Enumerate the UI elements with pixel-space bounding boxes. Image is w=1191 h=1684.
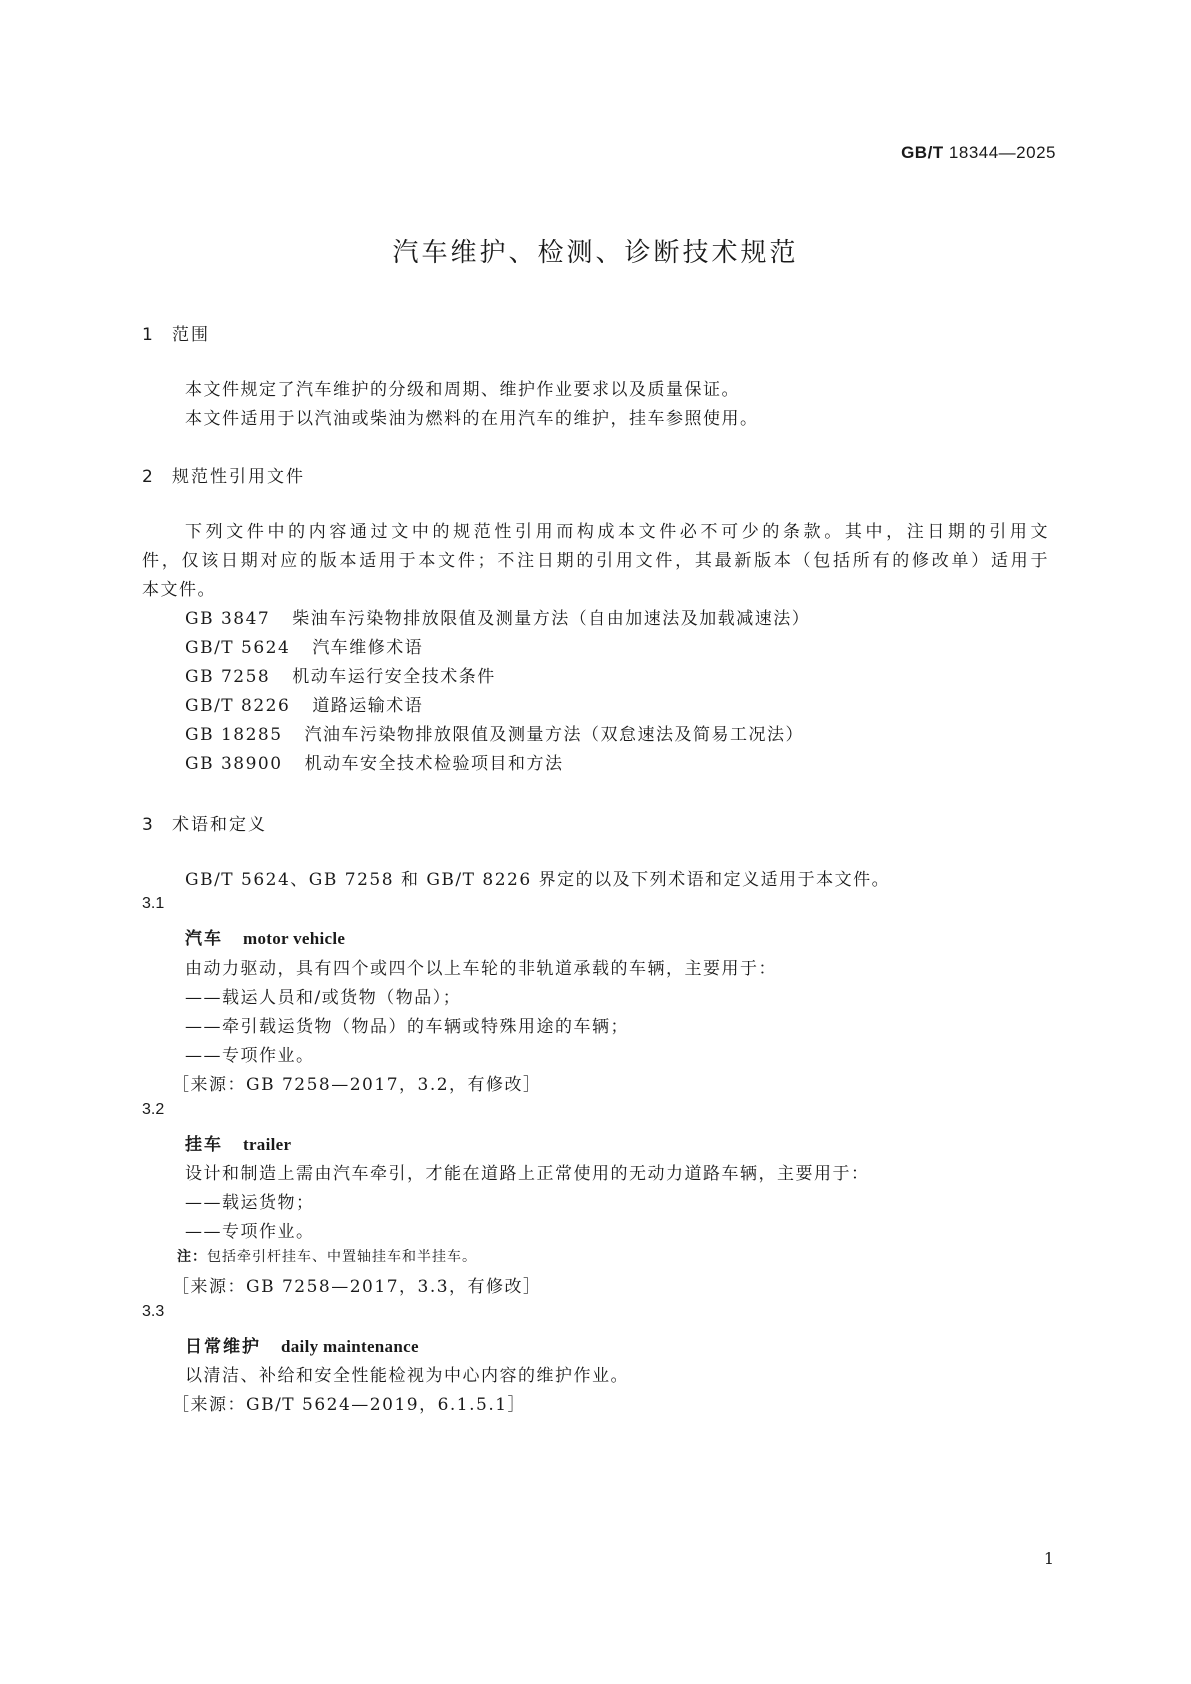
standard-code-number: 18344—2025 [948,143,1056,162]
section-heading-normative [142,462,305,487]
terms-intro: GB/T 5624、GB 7258 和 GB/T 8226 界定的以及下列术语和定义适用于本文件。 [185,870,891,890]
reference-title: 汽车维修术语 [312,638,424,658]
clause-number: 3.2 [142,1101,165,1118]
term-source: ［来源：GB 7258—2017，3.3，有修改］ [172,1277,542,1297]
scope-paragraph-1: 本文件规定了汽车维护的分级和周期、维护作业要求以及质量保证。 [185,380,740,400]
term-source: ［来源：GB/T 5624—2019，6.1.5.1］ [172,1395,527,1415]
term-source: ［来源：GB 7258—2017，3.2，有修改］ [172,1075,542,1095]
term-bullet: ——载运人员和/或货物（物品）； [185,988,462,1008]
term-definition: 以清洁、补给和安全性能检视为中心内容的维护作业。 [185,1366,629,1386]
term-english: daily maintenance [281,1337,419,1356]
term-heading [185,1130,291,1155]
note-label: 注： [177,1249,207,1265]
reference-item [185,691,423,716]
term-heading [185,924,345,949]
term-chinese: 日常维护 [185,1337,261,1357]
term-bullet: ——专项作业。 [185,1046,315,1066]
term-chinese: 汽车 [185,929,223,949]
section-title: 术语和定义 [172,815,267,835]
reference-item [185,720,804,745]
section-number: 2 [142,467,155,487]
normative-intro-line-1: 下列文件中的内容通过文中的规范性引用而构成本文件必不可少的条款。其中，注日期的引用文 [185,522,1049,542]
reference-title: 道路运输术语 [312,696,424,716]
term-english: trailer [243,1135,292,1154]
section-title: 规范性引用文件 [172,467,305,487]
standard-code [901,143,1056,163]
standard-code-prefix: GB/T [901,143,944,162]
reference-code: GB 7258 [185,667,271,687]
clause-number: 3.3 [142,1303,165,1320]
page-number: 1 [1043,1549,1054,1568]
term-bullet: ——载运货物； [185,1193,315,1213]
term-heading [185,1332,419,1357]
reference-code: GB/T 8226 [185,696,291,716]
reference-item [185,633,423,658]
reference-item [185,604,810,629]
reference-item [185,749,564,774]
term-bullet: ——牵引载运货物（物品）的车辆或特殊用途的车辆； [185,1017,629,1037]
reference-title: 机动车安全技术检验项目和方法 [304,754,564,774]
section-title: 范围 [172,325,210,345]
reference-title: 机动车运行安全技术条件 [292,667,496,687]
clause-number: 3.1 [142,895,165,912]
term-definition: 由动力驱动，具有四个或四个以上车轮的非轨道承载的车辆，主要用于： [185,959,777,979]
reference-item [185,662,496,687]
document-title: 汽车维护、检测、诊断技术规范 [392,238,799,268]
term-definition: 设计和制造上需由汽车牵引，才能在道路上正常使用的无动力道路车辆，主要用于： [185,1164,870,1184]
term-note [177,1246,477,1266]
reference-title: 汽油车污染物排放限值及测量方法（双怠速法及简易工况法） [304,725,805,745]
section-number: 3 [142,815,155,835]
reference-title: 柴油车污染物排放限值及测量方法（自由加速法及加载减速法） [292,609,811,629]
reference-code: GB 38900 [185,754,283,774]
note-text: 包括牵引杆挂车、中置轴挂车和半挂车。 [207,1249,477,1265]
section-heading-terms [142,810,267,835]
section-number: 1 [142,325,155,345]
reference-code: GB 3847 [185,609,271,629]
term-english: motor vehicle [243,929,346,948]
scope-paragraph-2: 本文件适用于以汽油或柴油为燃料的在用汽车的维护，挂车参照使用。 [185,409,759,429]
term-bullet: ——专项作业。 [185,1222,315,1242]
normative-intro-line-3: 本文件。 [142,580,216,600]
reference-code: GB 18285 [185,725,283,745]
normative-intro-line-2: 件，仅该日期对应的版本适用于本文件；不注日期的引用文件，其最新版本（包括所有的修改单）适用于 [142,551,1049,571]
section-heading-scope [142,320,210,345]
reference-code: GB/T 5624 [185,638,291,658]
term-chinese: 挂车 [185,1135,223,1155]
